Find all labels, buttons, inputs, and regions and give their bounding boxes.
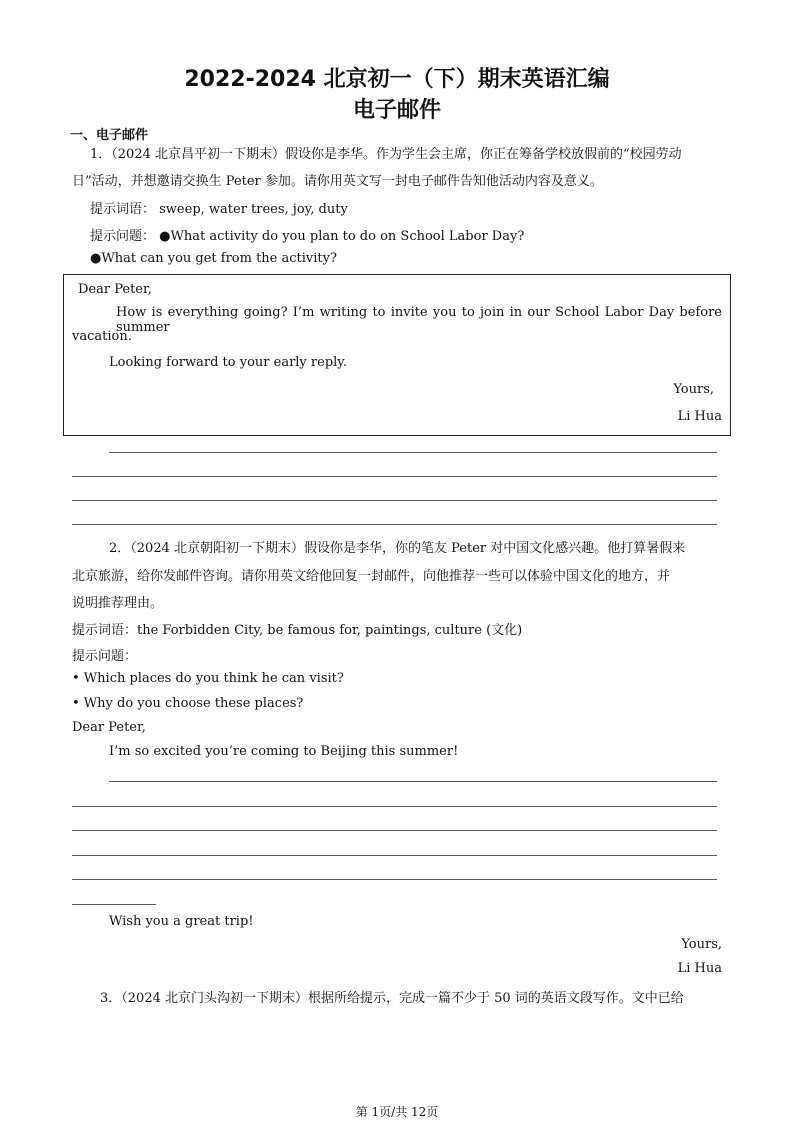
q1-hint-question-1: 提示问题： ●What activity do you plan to do on School Labor Day? (90, 229, 525, 244)
answer-line (109, 781, 717, 782)
answer-line (72, 500, 717, 501)
letter-sign-off: Yours, (673, 382, 714, 397)
answer-line (109, 452, 717, 453)
q2-line1: 2．（2024 北京朝阳初一下期末）假设你是李华，你的笔友 Peter 对中国文化感兴趣。他打算暑假来 (109, 541, 686, 556)
answer-line (72, 830, 717, 831)
answer-line (72, 524, 717, 525)
answer-line (72, 806, 717, 807)
letter-body-line2: vacation. (72, 329, 132, 344)
q2-line2: 北京旅游，给你发邮件咨询。请你用英文给他回复一封邮件，向他推荐一些可以体验中国文化的地方，并 (72, 569, 671, 584)
q2-sign-off: Yours, (681, 937, 722, 952)
q2-hint-question-1: • Which places do you think he can visit? (72, 671, 344, 686)
q1-line2: 日”活动，并想邀请交换生 Peter 参加。请你用英文写一封电子邮件告知他活动内容及意义。 (72, 174, 603, 189)
letter-greeting: Dear Peter, (78, 282, 152, 297)
section-heading: 一、电子邮件 (70, 128, 149, 143)
answer-line (72, 476, 717, 477)
page-footer: 第 1页/共 12页 (355, 1105, 439, 1119)
q2-signature: Li Hua (677, 961, 722, 976)
q2-closing: Wish you a great trip! (109, 914, 254, 929)
q2-hint-words: 提示词语：the Forbidden City, be famous for, paintings, culture (文化) (72, 623, 523, 638)
letter-signature: Li Hua (677, 409, 722, 424)
q3-line1: 3．（2024 北京门头沟初一下期末）根据所给提示，完成一篇不少于 50 词的英语文段写作。文中已给 (100, 991, 684, 1006)
answer-line (72, 855, 717, 856)
q2-hint-label: 提示问题： (72, 649, 138, 664)
q2-hint-question-2: • Why do you choose these places? (72, 696, 304, 711)
answer-line (72, 879, 717, 880)
letter-closing-line: Looking forward to your early reply. (109, 355, 348, 370)
letter-body-line1: How is everything going? I’m writing to invite you to join in our School Labor Day before summer (116, 305, 722, 335)
answer-line (72, 904, 156, 905)
q1-line1: 1．（2024 北京昌平初一下期末）假设你是李华。作为学生会主席，你正在筹备学校放假前的“校园劳动 (90, 147, 682, 162)
q2-opening: I’m so excited you’re coming to Beijing this summer! (109, 744, 459, 759)
q1-hint-words: 提示词语： sweep, water trees, joy, duty (90, 202, 348, 217)
document-title: 2022-2024 北京初一（下）期末英语汇编 (184, 67, 610, 92)
q1-hint-question-2: ●What can you get from the activity? (90, 251, 337, 266)
document-subtitle: 电子邮件 (352, 98, 441, 123)
q2-line3: 说明推荐理由。 (72, 596, 164, 611)
q2-greeting: Dear Peter, (72, 720, 146, 735)
